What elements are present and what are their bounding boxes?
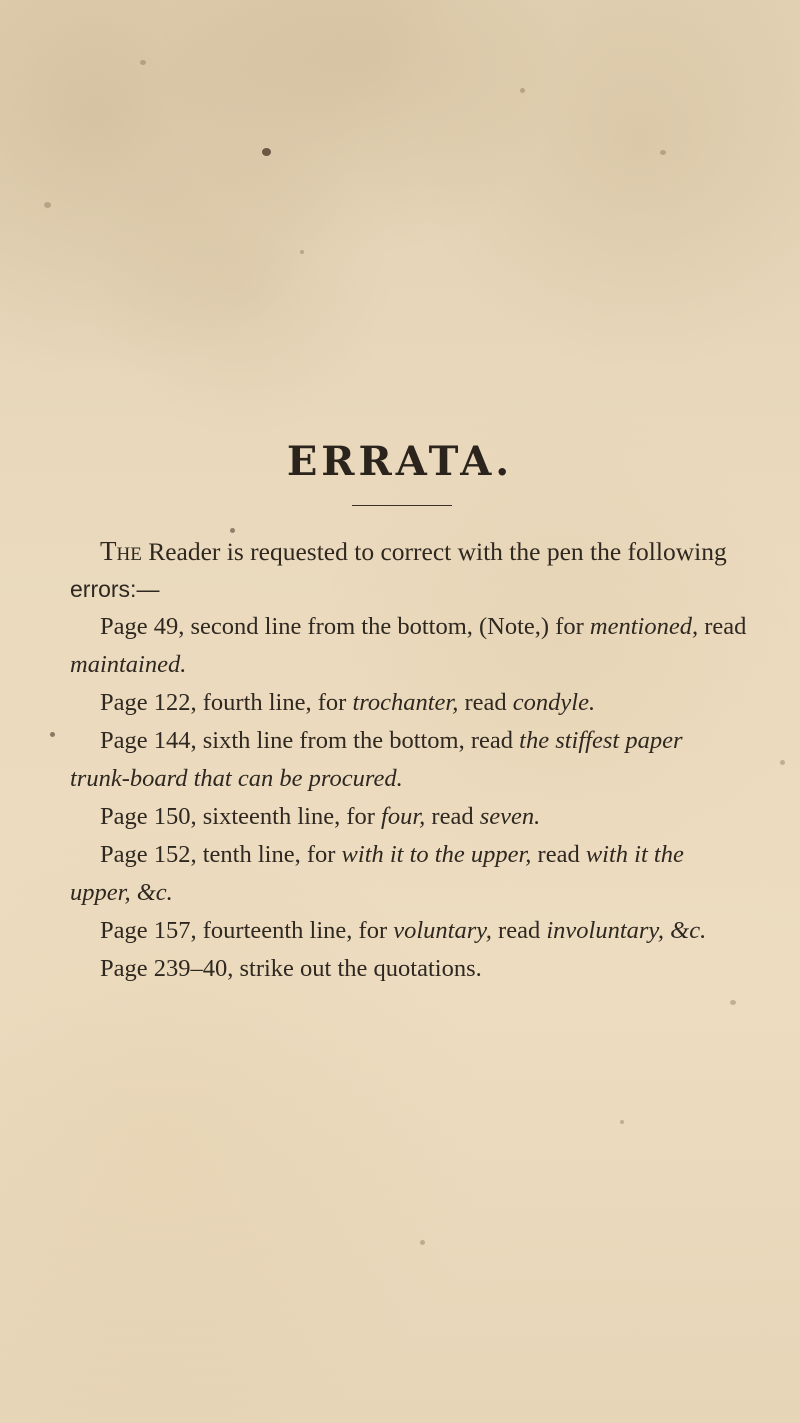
intro-line2: errors:—	[70, 576, 160, 602]
erratum-150-read: read	[425, 803, 480, 830]
erratum-page-157	[70, 912, 730, 950]
erratum-49-wrong: mentioned,	[589, 613, 699, 640]
age-spot	[620, 1120, 624, 1124]
erratum-152-wrong: with it to the upper,	[341, 841, 532, 868]
intro-line1-rest: Reader is requested to correct with the pen the following	[148, 537, 727, 566]
age-spot	[780, 760, 785, 765]
erratum-157-correction: involuntary, &c.	[546, 917, 707, 944]
age-spot	[50, 732, 55, 737]
intro-lead: The	[100, 536, 142, 566]
erratum-page-239	[70, 950, 730, 988]
erratum-page-150	[70, 798, 730, 836]
erratum-144-correction-2: trunk-board that can be procured.	[70, 765, 403, 792]
erratum-page-152-line-2	[70, 874, 730, 912]
erratum-page-152-line-1	[70, 836, 730, 874]
erratum-122-read: read	[458, 689, 513, 716]
erratum-49-prefix: Page 49, second line from the bottom, (Note,) for	[100, 613, 590, 640]
erratum-157-read: read	[491, 917, 547, 944]
erratum-150-prefix: Page 150, sixteenth line, for	[100, 803, 382, 830]
erratum-152-correction-2: upper, &c.	[70, 879, 173, 906]
erratum-49-correction: maintained.	[70, 651, 187, 678]
erratum-122-wrong: trochanter,	[352, 689, 459, 716]
errata-body	[70, 532, 747, 988]
erratum-49-read: read	[698, 613, 747, 640]
erratum-157-prefix: Page 157, fourteenth line, for	[100, 917, 394, 944]
erratum-150-wrong: four,	[381, 803, 426, 830]
age-spot	[262, 148, 271, 156]
age-spot	[140, 60, 146, 65]
erratum-page-144-line-1	[70, 722, 730, 760]
erratum-152-read: read	[531, 841, 586, 868]
intro-line-2	[70, 570, 730, 608]
erratum-152-prefix: Page 152, tenth line, for	[100, 841, 342, 868]
age-spot	[300, 250, 304, 254]
intro-line-1	[70, 532, 730, 570]
erratum-152-correction-1: with it the	[585, 841, 684, 868]
erratum-122-prefix: Page 122, fourth line, for	[100, 689, 353, 716]
age-spot	[660, 150, 666, 155]
heading-rule	[352, 505, 452, 506]
erratum-page-49-line-1	[70, 608, 747, 646]
errata-heading: ERRATA.	[286, 438, 514, 485]
erratum-page-122	[70, 684, 730, 722]
erratum-144-correction-1: the stiffest paper	[519, 727, 683, 754]
age-spot	[520, 88, 525, 93]
erratum-157-wrong: voluntary,	[393, 917, 492, 944]
age-spot	[420, 1240, 425, 1245]
erratum-239-text: Page 239–40, strike out the quotations.	[100, 955, 482, 982]
erratum-150-correction: seven.	[479, 803, 541, 830]
erratum-122-correction: condyle.	[512, 689, 596, 716]
age-spot	[44, 202, 51, 208]
age-spot	[730, 1000, 736, 1005]
erratum-page-144-line-2	[70, 760, 730, 798]
erratum-page-49-line-2	[70, 646, 730, 684]
erratum-144-prefix: Page 144, sixth line from the bottom, read	[100, 727, 520, 754]
